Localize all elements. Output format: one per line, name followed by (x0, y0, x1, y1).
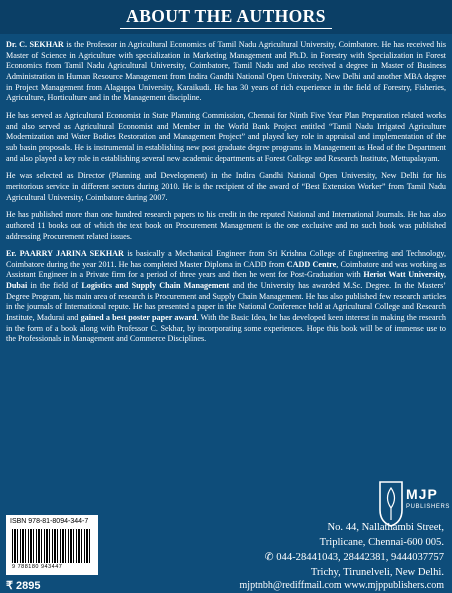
bio-bold: Heriot Watt University, Dubai (6, 270, 446, 291)
bio-text: in the field of (27, 281, 82, 291)
bio-text: is basically a Mechanical Engineer from Sri Krishna College of Engineering and Technology, Coimbatore during the year 2011. He has completed Master Diploma in CADD from (6, 249, 447, 269)
authors-bio (6, 40, 446, 352)
barcode-digits: 9 788180 943447 (12, 564, 63, 570)
page-title: ABOUT THE AUTHORS (126, 6, 326, 26)
author-1-name: Dr. C. SEKHAR (6, 40, 64, 49)
back-cover-footer (0, 480, 452, 593)
bio-bold: CADD Centre (286, 259, 337, 269)
bio-bold: gained a best poster paper award (80, 313, 197, 323)
address-line: Trichy, Tirunelveli, New Delhi. (310, 567, 444, 578)
bio-text: , Coimbatore and was working as Assistant Engineer in a Private firm for a period of three years and then he went for Post-Graduation with (6, 259, 447, 280)
address-line: ✆ 044-28441043, 28442381, 9444037757 (264, 552, 444, 563)
logo-text: MJP (406, 486, 438, 502)
price-label: ₹ 2895 (6, 580, 41, 592)
isbn-barcode-box (6, 515, 98, 575)
bio-paragraph-1 (6, 40, 446, 104)
bio-paragraph-2: He has served as Agricultural Economist in State Planning Commission, Chennai for Ninth Five Year Plan Preparation related works and also served as Agricultural Economist and Member in the World Bank Project entitled “Tamil Nadu Irrigated Agriculture Modernization and Water Bodies Restoration and Management Project” and played key role in appraisal and implementation of the sub basin proposals. He is instrumental in establishing new post graduate degree programs in Management as Head of the Department and also played a key role in establishing several new academic departments at Forest College and Research Institute, Mettupalayam. (6, 110, 446, 163)
bio-text: and the University has awarded M.Sc. Degree. In the Masters’ Degree Program, his main area of research is Procurement and Supply Chain Management. He has also published few research articles in the journals of International repute. He has presented a paper in the National Conference held at Agricultural College and Research Institute, Madurai and (6, 281, 447, 323)
barcode-icon (12, 529, 92, 563)
publisher-contact: mjptnbh@rediffmail.com www.mjppublishers.com (239, 580, 444, 591)
header-band (0, 0, 452, 34)
address-line: No. 44, Nallathambi Street, (327, 522, 444, 533)
logo-subtext: PUBLISHERS (406, 504, 451, 510)
bio-paragraph-4: He has published more than one hundred research papers to his credit in the reputed National and International Journals. He has also authored 11 books out of which the text book on Procurement Management is the one exclusive and no such book was published addressing Procurement related issues. (6, 210, 446, 241)
bio-text: . With the Basic Idea, he has developed keen interest in making the research in the form of a book along with Professor C. Sekhar, by incorporating some experiences. Hope this book will be of immense use to the Professionals in Management and Commerce Disciplines. (6, 313, 446, 344)
address-line: Triplicane, Chennai-600 005. (319, 537, 444, 548)
bio-paragraph-5 (6, 249, 446, 345)
isbn-number: ISBN 978-81-8094-344-7 (10, 518, 89, 525)
author-2-name: Er. PAARRY JARINA SEKHAR (6, 249, 124, 259)
bio-text: is the Professor in Agricultural Economics of Tamil Nadu Agricultural University, Coimbatore. He has received his Master of Science in Agriculture with specialization in Marketing Management and Ph.D. in Forestry with Specialization in Forest Economics from Tamil Nadu Agricultural University, Coimbatore, Tamil Nadu and also received a degree in Master of Business Administration in Human Resource Management from Indira Gandhi National Open University, New Delhi and another MBA degree in Project Management from Alagappa University, Karaikudi. He has 30 years of rich experience in the field of Forestry, Fisheries, Agriculture, Horticulture and in the Management discipline. (6, 40, 446, 103)
bio-paragraph-3: He was selected as Director (Planning and Development) in the Indira Gandhi National Open University, New Delhi for his meritorious service in different sectors during 2010. He is the recipient of the award of “Best Extension Worker” from Tamil Nadu Agricultural University, Coimbatore during 2007. (6, 171, 446, 202)
bio-bold: Logistics and Supply Chain Management (81, 281, 230, 291)
title-underline (120, 28, 332, 29)
publisher-address (164, 520, 444, 580)
